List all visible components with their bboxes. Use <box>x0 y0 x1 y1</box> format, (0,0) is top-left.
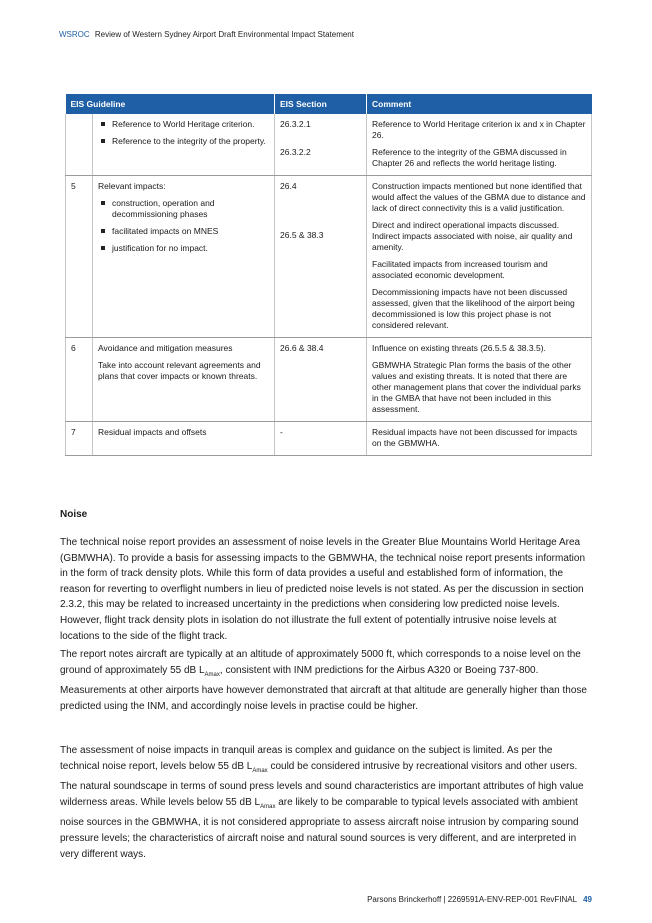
row-number: 7 <box>66 422 93 456</box>
guideline-cell <box>93 422 275 456</box>
footer-text: Parsons Brinckerhoff | 2269591A-ENV-REP-001 RevFINAL <box>367 895 578 904</box>
table-row <box>66 114 592 176</box>
section-cell <box>275 422 367 456</box>
guideline-cell <box>93 338 275 422</box>
list-item: construction, operation and decommissioning phases <box>98 198 269 220</box>
guideline-text: Avoidance and mitigation measures <box>98 343 233 353</box>
table-row <box>66 176 592 338</box>
comment-text: GBMWHA Strategic Plan forms the basis of the other values and existing threats. It is noted that there are other management plans that cover the individual parks in the GMBA that have not been included in this assessment. <box>372 360 581 414</box>
comment-text: Decommissioning impacts have not been discussed assessed, given that the likelihood of the airport being decommissioned is low this project phase is not considered relevant. <box>372 287 575 330</box>
row-number <box>66 114 93 176</box>
section-ref: 26.4 <box>280 181 297 191</box>
list-item: Reference to the integrity of the property. <box>98 136 269 147</box>
section-ref: 26.3.2.1 <box>280 119 311 129</box>
col-eis-section: EIS Section <box>275 94 367 114</box>
page-header <box>59 30 354 39</box>
header-title: Review of Western Sydney Airport Draft Environmental Impact Statement <box>94 30 354 39</box>
section-cell <box>275 176 367 338</box>
comment-text: Facilitated impacts from increased tourism and associated economic development. <box>372 259 548 280</box>
page-footer <box>367 895 592 904</box>
comment-cell <box>367 422 592 456</box>
table-row <box>66 338 592 422</box>
row-number: 6 <box>66 338 93 422</box>
guideline-cell <box>93 176 275 338</box>
comment-text: Direct and indirect operational impacts discussed. Indirect impacts associated with noise, air quality and amenity. <box>372 220 573 252</box>
comment-cell <box>367 176 592 338</box>
list-item: Reference to World Heritage criterion. <box>98 119 269 130</box>
guideline-text: Take into account relevant agreements and plans that cover impacts or known threats. <box>98 360 261 381</box>
comment-text: Residual impacts have not been discussed for impacts on the GBMWHA. <box>372 427 578 448</box>
page-number: 49 <box>583 895 592 904</box>
guideline-text: Residual impacts and offsets <box>98 427 207 437</box>
body-paragraph: The report notes aircraft are typically at an altitude of approximately 5000 ft, which corresponds to a noise level on the ground of approximately 55 dB $L_{Amax}$, consistent with INM predictions for the Airbus A320 or Boeing 737-800. Measurements at other airports have however demonstrated that aircraft at that altitude are generally higher than those predicted using the INM, and accordingly noise levels in practise could be higher. <box>60 649 587 712</box>
section-ref: 26.6 & 38.4 <box>280 343 324 353</box>
list-item: justification for no impact. <box>98 243 269 254</box>
table-header-row <box>66 94 592 114</box>
guideline-intro: Relevant impacts: <box>98 181 166 191</box>
comment-text: Construction impacts mentioned but none identified that would affect the values of the GBMA due to distance and lack of direct connectivity this is a valid justification. <box>372 181 586 213</box>
body-paragraph: The assessment of noise impacts in tranquil areas is complex and guidance on the subject is limited. As per the technical noise report, levels below 55 dB $L_{Amax}$ could be considered intrusive by recreational visitors and other users. The natural soundscape in terms of sound press levels and sound characteristics are important attributes of high value wilderness areas. While levels below 55 dB $L_{Amax}$ are likely to be comparable to typical levels associated with ambient noise sources in the GBMWHA, it is not considered appropriate to assess aircraft noise intrusion by comparing sound pressure levels; the characteristics of aircraft noise and natural sound sources is very different, and are interpreted in very different ways. <box>60 745 584 860</box>
section-cell <box>275 338 367 422</box>
col-comment: Comment <box>367 94 592 114</box>
eis-table <box>65 94 592 456</box>
section-ref: 26.5 & 38.3 <box>280 230 324 240</box>
section-ref: 26.3.2.2 <box>280 147 311 157</box>
body-paragraph: The technical noise report provides an assessment of noise levels in the Greater Blue Mountains World Heritage Area (GBMWHA). To provide a basis for assessing impacts to the GBMWHA, the technical noise report presents information in the form of track density plots. While this form of data provides a useful and established form of information, the reason for reverting to overflight numbers in lieu of predicted noise levels is not stated. As per the discussion in section 2.3.2, this may be related to increased uncertainty in the predictions when considering low predicted noise levels. However, flight track density plots in isolation do not illustrate the full extent of potentially intrusive noise levels at locations to the side of the flight track. <box>60 537 586 642</box>
section-ref: - <box>280 427 283 437</box>
section-cell <box>275 114 367 176</box>
table-row <box>66 422 592 456</box>
comment-text: Reference to World Heritage criterion ix and x in Chapter 26. <box>372 119 586 140</box>
comment-cell <box>367 338 592 422</box>
header-org: WSROC <box>59 30 90 39</box>
comment-cell <box>367 114 592 176</box>
col-eis-guideline: EIS Guideline <box>66 94 275 114</box>
list-item: facilitated impacts on MNES <box>98 226 269 237</box>
guideline-cell <box>93 114 275 176</box>
row-number: 5 <box>66 176 93 338</box>
section-heading-noise: Noise <box>60 509 88 520</box>
comment-text: Reference to the integrity of the GBMA discussed in Chapter 26 and reflects the world heritage listing. <box>372 147 567 168</box>
comment-text: Influence on existing threats (26.5.5 & 38.3.5). <box>372 343 546 353</box>
